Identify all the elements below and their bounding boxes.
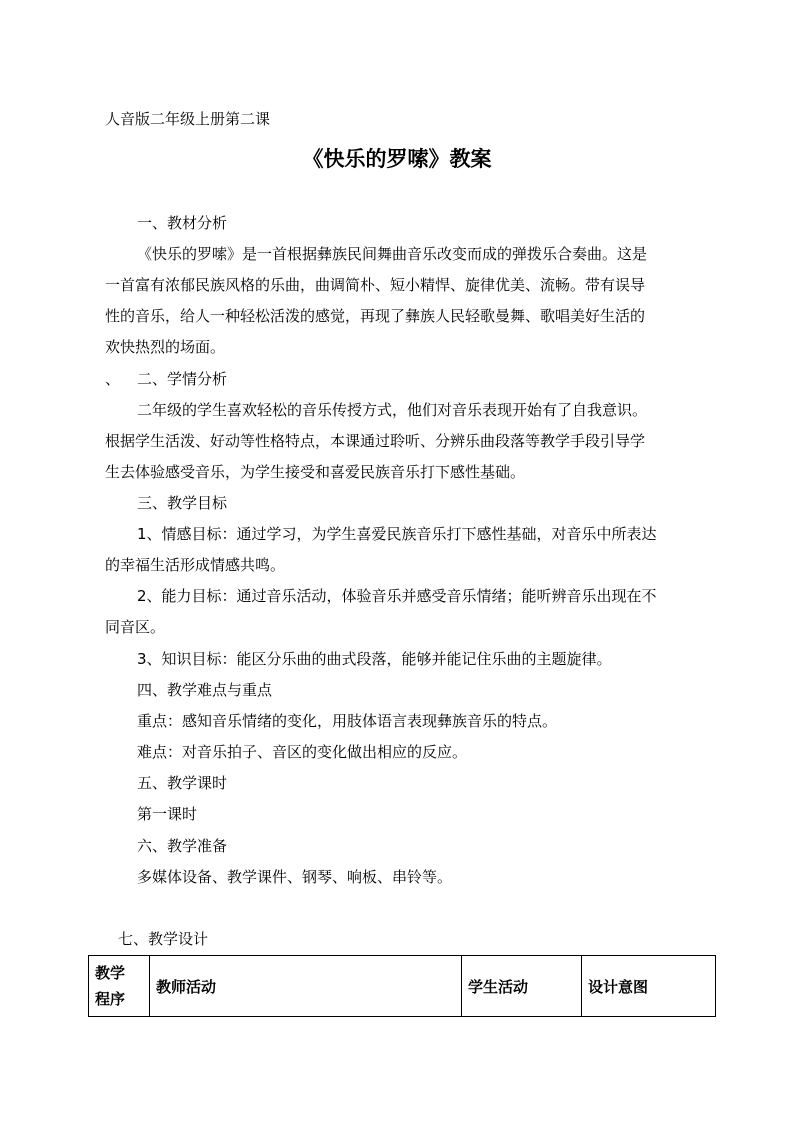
header-cell-design-intent: 设计意图 — [582, 956, 716, 1017]
header-cell-teacher-activity: 教师活动 — [150, 956, 462, 1017]
paragraph-line: 性的音乐，给人一种轻松活泼的感觉，再现了彝族人民轻歌曼舞、歌唱美好生活的 — [105, 307, 646, 325]
header-cell-student-activity: 学生活动 — [462, 956, 582, 1017]
paragraph-line: 1、情感目标：通过学习，为学生喜爱民族音乐打下感性基础，对音乐中所表达 — [137, 525, 657, 543]
paragraph-line: 2、能力目标：通过音乐活动，体验音乐并感受音乐情绪；能听辨音乐出现在不 — [137, 587, 657, 605]
list-bullet: 、 — [105, 370, 121, 388]
paragraph-line: 一首富有浓郁民族风格的乐曲，曲调简朴、短小精悍、旋律优美、流畅。带有误导 — [105, 276, 646, 294]
section-heading: 一、教材分析 — [137, 214, 228, 232]
course-header: 人音版二年级上册第二课 — [105, 110, 271, 128]
section-heading: 五、教学课时 — [137, 774, 228, 792]
header-cell-procedure-line2: 程序 — [95, 990, 126, 1008]
document-title: 《快乐的罗嗦》教案 — [302, 147, 492, 171]
section-heading: 六、教学准备 — [137, 837, 228, 855]
paragraph-line: 根据学生活泼、好动等性格特点，本课通过聆听、分辨乐曲段落等教学手段引导学 — [105, 432, 646, 450]
paragraph-line: 欢快热烈的场面。 — [105, 338, 226, 356]
section-heading: 二、学情分析 — [137, 370, 228, 388]
table-header-row — [89, 956, 716, 1017]
paragraph-line: 《快乐的罗嗦》是一首根据彝族民间舞曲音乐改变而成的弹拨乐合奏曲。这是 — [137, 245, 648, 263]
section-heading: 七、教学设计 — [118, 930, 209, 948]
section-heading: 三、教学目标 — [137, 494, 228, 512]
paragraph-line: 生去体验感受音乐，为学生接受和喜爱民族音乐打下感性基础。 — [105, 463, 526, 481]
paragraph-line: 的幸福生活形成情感共鸣。 — [105, 556, 286, 574]
teaching-design-table — [88, 955, 716, 1017]
header-cell-procedure — [89, 956, 150, 1017]
paragraph-line: 3、知识目标：能区分乐曲的曲式段落，能够并能记住乐曲的主题旋律。 — [137, 650, 612, 668]
paragraph-line: 二年级的学生喜欢轻松的音乐传授方式，他们对音乐表现开始有了自我意识。 — [137, 401, 648, 419]
paragraph-line: 难点：对音乐拍子、音区的变化做出相应的反应。 — [137, 743, 468, 761]
paragraph-line: 重点：感知音乐情绪的变化，用肢体语言表现彝族音乐的特点。 — [137, 712, 558, 730]
section-heading: 四、教学难点与重点 — [137, 681, 273, 699]
paragraph-line: 第一课时 — [137, 805, 198, 823]
paragraph-line: 多媒体设备、教学课件、钢琴、响板、串铃等。 — [137, 868, 453, 886]
paragraph-line: 同音区。 — [105, 618, 166, 636]
header-cell-procedure-line1: 教学 — [95, 964, 126, 982]
